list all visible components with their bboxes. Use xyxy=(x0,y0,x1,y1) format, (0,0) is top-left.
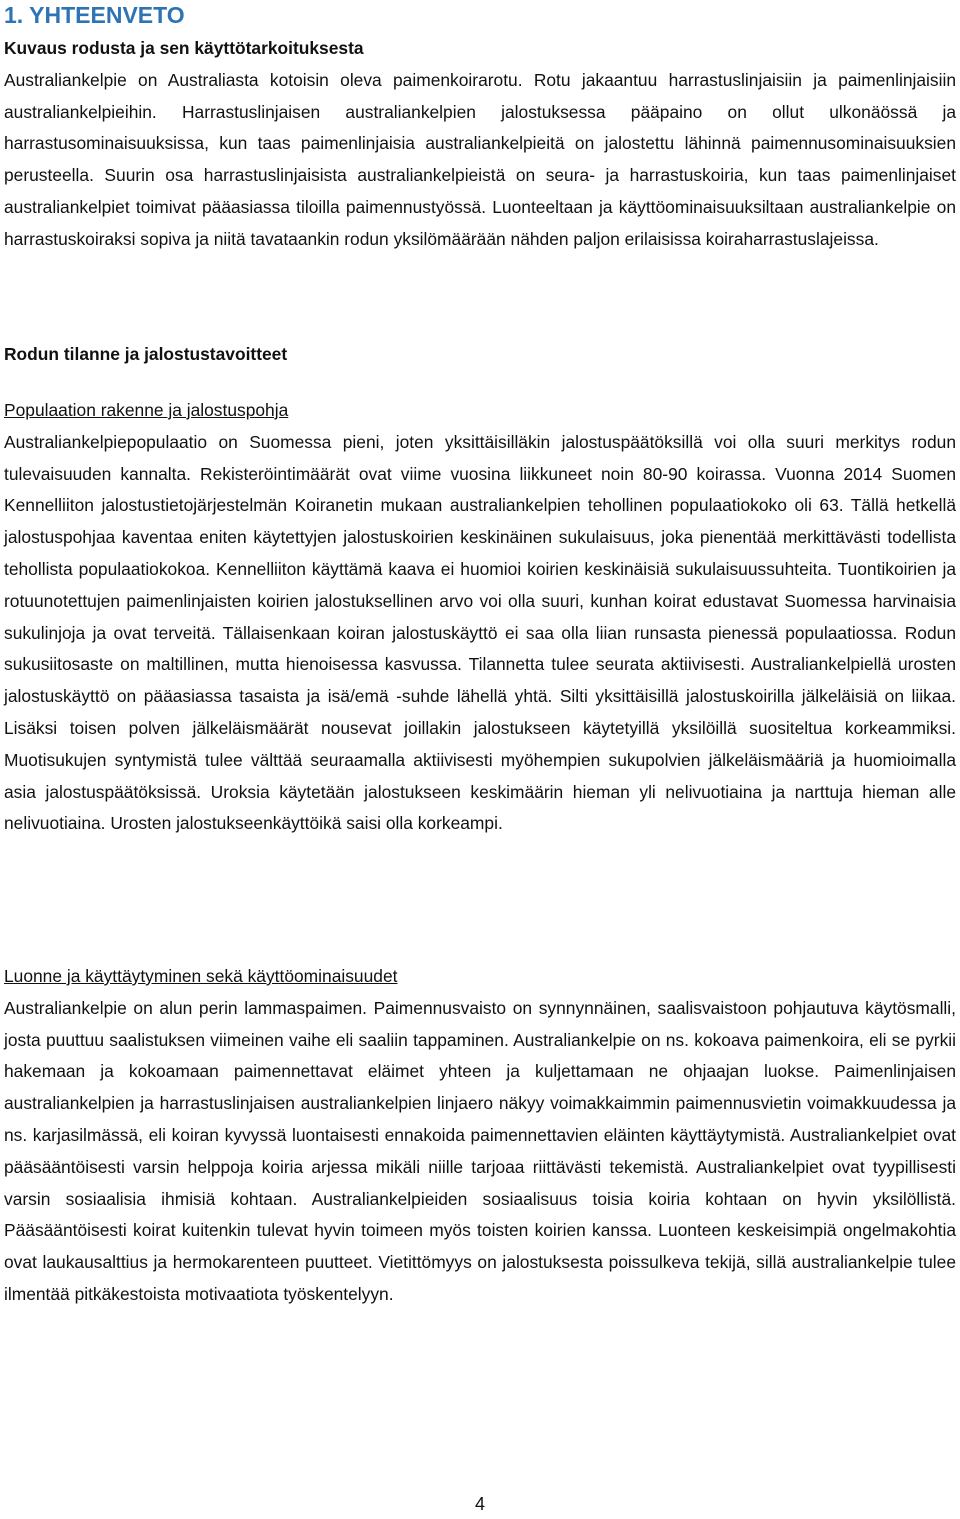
subsection-heading-luonne: Luonne ja käyttäytyminen sekä käyttöominaisuudet xyxy=(4,966,398,986)
chapter-title: 1. YHTEENVETO xyxy=(4,2,185,28)
section-paragraph-populaatio: Australiankelpiepopulaatio on Suomessa pieni, joten yksittäisilläkin jalostuspäätöksillä voi olla suuri merkitys rodun tulevaisuuden kannalta. Rekisteröintimäärät ovat viime vuosina liikkuneet noin 80-90 koirassa. Vuonna 2014 Suomen Kennelliiton jalostustietojärjestelmän Koiranetin mukaan australiankelpien tehollinen populaatiokoko oli 63. Tällä hetkellä jalostuspohjaa kaventaa eniten käytettyjen jalostuskoirien keskinäinen sukulaisuus, joka pienentää merkittävästi todellista tehollista populaatiokokoa. Kennelliiton käyttämä kaava ei huomioi koirien keskinäisiä sukulaisuussuhteita. Tuontikoirien ja rotuunotettujen paimenlinjaisten koirien jalostuksellinen arvo voi olla suuri, kunhan koirat edustavat Suomessa harvinaisia sukulinjoja ja ovat terveitä. Tällaisenkaan koiran jalostuskäyttö ei saa olla liian runsasta pienessä populaatiossa. Rodun sukusiitosaste on maltillinen, mutta hienoisessa kasvussa. Tilannetta tulee seurata aktiivisesti. Australiankelpiellä urosten jalostuskäyttö on pääasiassa tasaista ja isä/emä -suhde lähellä yhtä. Silti yksittäisillä jalostuskoirilla jälkeläisiä on liikaa. Lisäksi toisen polven jälkeläismäärät nousevat joillakin jalostukseen käytetyillä yksilöillä suositeltua korkeammiksi. Muotisukujen syntymistä tulee välttää seuraamalla aktiivisesti myöhempien sukupolvien jälkeläismääriä ja huomioimalla asia jalostuspäätöksissä. Uroksia käytetään jalostukseen keskimäärin hieman yli nelivuotiaina ja narttuja hieman alle nelivuotiaina. Urosten jalostukseenkäyttöikä saisi olla korkeampi. xyxy=(4,431,956,834)
section-tilanne xyxy=(4,339,956,371)
section-populaatio xyxy=(4,395,956,840)
section-luonne xyxy=(4,961,956,1311)
section-paragraph-kuvaus: Australiankelpie on Australiasta kotoisin oleva paimenkoirarotu. Rotu jakaantuu harrastuslinjaisiin ja paimenlinjaisiin australiankelpieihin. Harrastuslinjaisen australiankelpien jalostuksessa pääpaino on ollut ulkonäössä ja harrastusominaisuuksissa, kun taas paimenlinjaisia australiankelpieitä on jalostettu lähinnä paimennusominaisuuksien perusteella. Suurin osa harrastuslinjaisista australiankelpieistä on seura- ja harrastuskoiria, kun taas paimenlinjaiset australiankelpiet toimivat pääasiassa tiloilla paimennustyössä. Luonteeltaan ja käyttöominaisuuksiltaan australiankelpie on harrastuskoiraksi sopiva ja niitä tavataankin rodun yksilömäärään nähden paljon erilaisissa koiraharrastuslajeissa. xyxy=(4,69,956,249)
section-kuvaus xyxy=(4,33,956,256)
section-heading-kuvaus: Kuvaus rodusta ja sen käyttötarkoituksesta xyxy=(4,38,364,58)
subsection-heading-populaatio: Populaation rakenne ja jalostuspohja xyxy=(4,400,289,420)
section-paragraph-luonne: Australiankelpie on alun perin lammaspaimen. Paimennusvaisto on synnynnäinen, saalisvaistoon pohjautuva käytösmalli, josta puuttuu saalistuksen viimeinen vaihe eli saaliin tappaminen. Australiankelpie on ns. kokoava paimenkoira, eli se pyrkii hakemaan ja kokoamaan paimennettavat eläimet yhteen ja kuljettamaan ne ohjaajan luokse. Paimenlinjaisen australiankelpien ja harrastuslinjaisen australiankelpien linjaero näkyy voimakkaimmin paimennusvietin voimakkuudessa ja ns. karjasilmässä, eli koiran kyvyssä luontaisesti ennakoida paimennettavien eläinten käyttäytymistä. Australiankelpiet ovat pääsääntöisesti varsin helppoja koiria arjessa mikäli niille tarjoaa riittävästi tekemistä. Australiankelpiet ovat tyypillisesti varsin sosiaalisia ihmisiä kohtaan. Australiankelpieiden sosiaalisuus toisia koiria kohtaan on hyvin yksilöllistä. Pääsääntöisesti koirat kuitenkin tulevat hyvin toimeen myös toisten koirien kanssa. Luonteen keskeisimpiä ongelmakohtia ovat laukausalttius ja hermokarenteen puutteet. Vietittömyys on jalostuksesta poissulkeva tekijä, sillä australiankelpie tulee ilmentää pitkäkestoista motivaatiota työskentelyyn. xyxy=(4,997,956,1304)
page-number: 4 xyxy=(474,1494,485,1514)
section-heading-tilanne: Rodun tilanne ja jalostustavoitteet xyxy=(4,344,288,364)
